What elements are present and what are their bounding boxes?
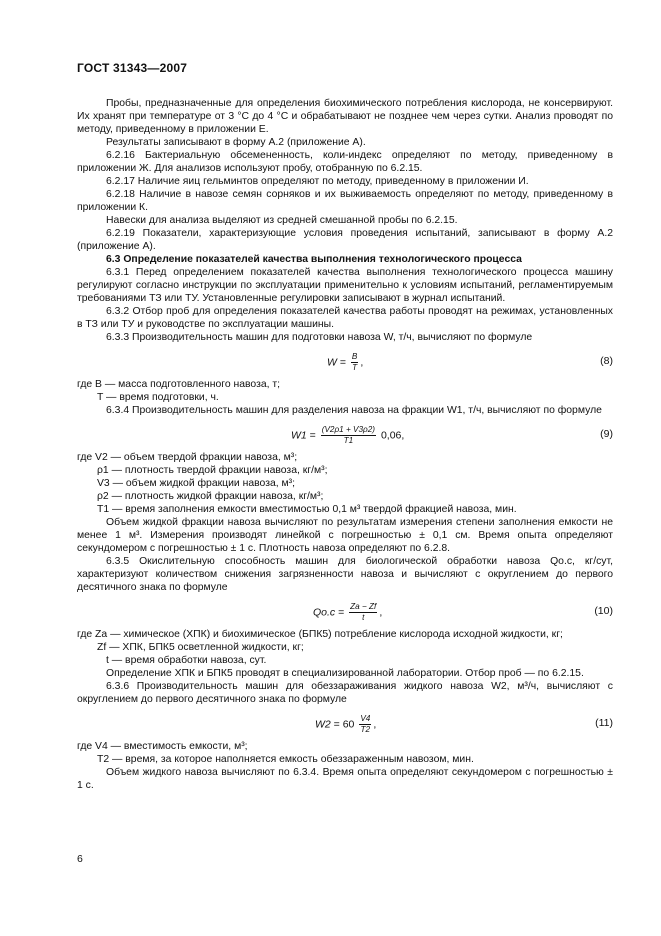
clause-6-3-1: 6.3.1 Перед определением показателей качества выполнения технологического процесса машину регулируют согласно инструкции по эксплуатации применительно к условиям испытаний, регламентируемым требованиями ТЗ или ТУ. Установленные регулировки записывают в журнал испытаний. xyxy=(77,267,613,304)
formula-10-expression: Qо.с = $\frac{Za - Zf}{t}$ , xyxy=(313,602,383,622)
clause-6-2-16: 6.2.16 Бактериальную обсемененность, коли-индекс определяют по методу, приведенному в приложении Ж. Для анализов используют пробу, отобранную по 6.2.15. xyxy=(77,150,613,174)
paragraph-liquid-volume: Объем жидкой фракции навоза вычисляют по результатам измерения степени заполнения емкости не менее 1 м³. Измерения производят линейкой с погрешностью ± 0,1 см. Время опыта определяют секундомером с погрешностью ± 1 с. Плотность навоза определяют по 6.2.8. xyxy=(77,517,613,554)
where-11-line-2: T2 — время, за которое наполняется емкость обеззараженным навозом, мин. xyxy=(97,754,474,765)
formula-8-lhs: W xyxy=(327,356,337,369)
clause-6-3-4: 6.3.4 Производительность машин для разделения навоза на фракции W1, т/ч, вычисляют по формуле xyxy=(106,405,602,416)
formula-11-tail: , xyxy=(373,718,377,731)
formula-9-fraction xyxy=(321,425,376,446)
where-8-line-1: где B — масса подготовленного навоза, т; xyxy=(77,379,281,390)
formula-11-lhs: W2 xyxy=(315,718,331,731)
paragraph-portions: Навески для анализа выделяют из средней смешанной пробы по 6.2.15. xyxy=(106,215,458,226)
where-10-line-3: t — время обработки навоза, сут. xyxy=(106,655,267,666)
formula-8 xyxy=(77,348,613,374)
where-9-line-1: где V2 — объем твердой фракции навоза, м³; xyxy=(77,452,298,463)
formula-9-tail: 0,06, xyxy=(380,429,405,442)
clause-6-3-6: 6.3.6 Производительность машин для обеззараживания жидкого навоза W2, м³/ч, вычисляют с округлением до первого десятичного знака по формуле xyxy=(77,681,613,705)
formula-9-denominator: T1 xyxy=(343,436,354,445)
where-10-line-1: где Za — химическое (ХПК) и биохимическое (БПК5) потребление кислорода исходной жидкости, кг; xyxy=(77,629,563,640)
where-9-line-4: ρ2 — плотность жидкой фракции навоза, кг/м³; xyxy=(97,491,324,502)
paragraph-results: Результаты записывают в форму А.2 (приложение А). xyxy=(106,137,366,148)
formula-11 xyxy=(77,710,613,736)
formula-9-lhs: W1 xyxy=(291,429,307,442)
formula-8-tail: , xyxy=(360,356,364,369)
where-11-line-1: где V4 — вместимость емкости, м³; xyxy=(77,741,248,752)
formula-8-number: (8) xyxy=(600,355,613,367)
page-number: 6 xyxy=(77,853,83,865)
formula-9-number: (9) xyxy=(600,428,613,440)
formula-10-number: (10) xyxy=(594,605,613,617)
paragraph-samples: Пробы, предназначенные для определения биохимического потребления кислорода, не консервируют. Их хранят при температуре от 3 °С до 4 °С и обрабатывают не позднее чем через сутки. Анализ проводят по методу, приведенному в приложении Е. xyxy=(77,98,613,135)
formula-10-lhs: Qо.с xyxy=(313,606,336,619)
formula-9-expression: W1 = $\frac{(V2\rho 1 + V3\rho 2)}{T1}$ 0,06, xyxy=(291,425,405,445)
formula-11-numerator: V4 xyxy=(360,714,371,723)
clause-6-3-2: 6.3.2 Отбор проб для определения показателей качества работы проводят на режимах, установленных в ТЗ или ТУ и руководстве по эксплуатации машины. xyxy=(77,306,613,330)
where-9-line-5: T1 — время заполнения емкости вместимостью 0,1 м³ твердой фракцией навоза, мин. xyxy=(97,504,517,515)
document-body xyxy=(77,97,613,792)
clause-6-3-3: 6.3.3 Производительность машин для подготовки навоза W, т/ч, вычисляют по формуле xyxy=(106,332,533,343)
where-9-line-2: ρ1 — плотность твердой фракции навоза, кг/м³; xyxy=(97,465,328,476)
paragraph-xpk: Определение ХПК и БПК5 проводят в специализированной лаборатории. Отбор проб — по 6.2.15. xyxy=(106,668,584,679)
clause-6-2-19: 6.2.19 Показатели, характеризующие условия проведения испытаний, записывают в форму А.2 (приложение А). xyxy=(77,228,613,252)
formula-10-denominator: t xyxy=(362,613,365,622)
clause-6-3-5: 6.3.5 Окислительную способность машин для биологической обработки навоза Qо.с, кг/сут, характеризуют количеством снижения загрязненности навоза и вычисляют с округлением до первого десятичного знака по формуле xyxy=(77,556,613,593)
formula-9 xyxy=(77,421,613,447)
formula-10 xyxy=(77,598,613,624)
formula-11-fraction xyxy=(359,714,371,735)
formula-8-fraction xyxy=(351,352,358,373)
formula-9-numerator: (V2ρ1 + V3ρ2) xyxy=(321,425,376,434)
clause-6-2-18: 6.2.18 Наличие в навозе семян сорняков и их выживаемость определяют по методу, приведенному в приложении К. xyxy=(77,189,613,213)
formula-8-expression: W = $\frac{B}{T}$ , xyxy=(327,352,364,372)
formula-11-expression: W2 = 60 $\frac{V4}{T2}$ , xyxy=(315,714,377,734)
where-9-line-3: V3 — объем жидкой фракции навоза, м³; xyxy=(97,478,296,489)
formula-11-denominator: T2 xyxy=(360,725,371,734)
standard-header: ГОСТ 31343—2007 xyxy=(77,61,188,75)
formula-11-coefficient: 60 xyxy=(342,718,355,731)
formula-8-denominator: T xyxy=(352,363,358,372)
clause-6-2-17: 6.2.17 Наличие яиц гельминтов определяют по методу, приведенному в приложении И. xyxy=(106,176,529,187)
formula-10-numerator: Za − Zf xyxy=(350,602,377,611)
where-10-line-2: Zf — ХПК, БПК5 осветленной жидкости, кг; xyxy=(97,642,304,653)
section-heading-6-3: 6.3 Определение показателей качества выполнения технологического процесса xyxy=(106,254,522,265)
formula-10-tail: , xyxy=(379,606,383,619)
paragraph-last: Объем жидкого навоза вычисляют по 6.3.4. Время опыта определяют секундомером с погрешностью ± 1 с. xyxy=(77,767,613,791)
formula-10-fraction xyxy=(349,602,377,623)
formula-11-number: (11) xyxy=(595,717,613,729)
where-8-line-2: T — время подготовки, ч. xyxy=(97,392,219,403)
formula-8-numerator: B xyxy=(351,352,358,361)
